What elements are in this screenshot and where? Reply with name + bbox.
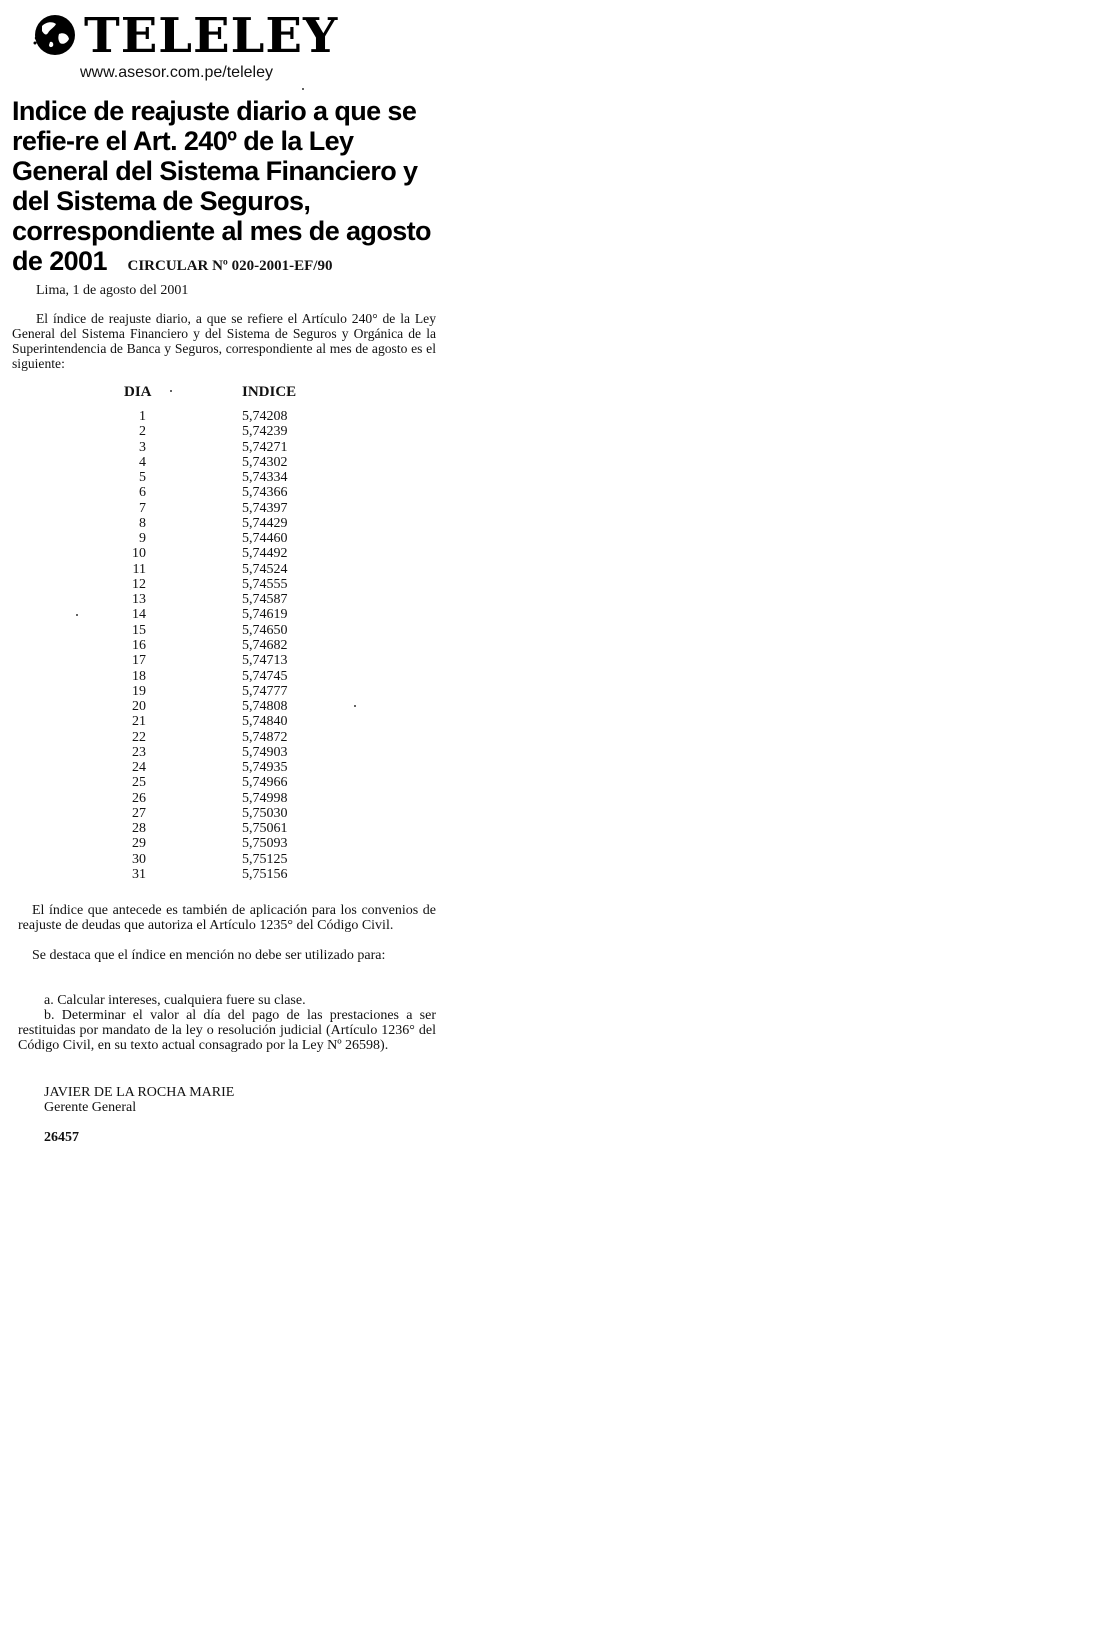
table-row [100,592,340,607]
day-cell: 14 [132,607,146,623]
index-value-cell: 5,74903 [242,744,288,760]
list-item-a: a. Calcular intereses, cualquiera fuere su clase. [44,993,306,1008]
index-value-cell: 5,74334 [242,470,288,486]
day-cell: 1 [139,409,146,424]
table-row [100,409,340,424]
index-value-cell: 5,74239 [242,424,288,440]
table-row [100,424,340,439]
index-value-cell: 5,75156 [242,866,288,882]
day-cell: 20 [132,699,146,715]
table-row [100,806,340,821]
day-cell: 25 [132,775,146,791]
table-row [100,684,340,699]
index-value-cell: 5,74208 [242,409,288,424]
table-row [100,638,340,653]
index-value-cell: 5,74777 [242,683,288,699]
globe-logo-icon [32,12,78,58]
day-cell: 5 [139,470,146,486]
day-cell: 2 [139,424,146,440]
index-value-cell: 5,74650 [242,622,288,638]
table-row [100,562,340,577]
index-value-cell: 5,74492 [242,546,288,562]
table-row [100,577,340,592]
day-cell: 26 [132,790,146,806]
day-cell: 23 [132,744,146,760]
site-url: www.asesor.com.pe/teleley [80,64,273,81]
index-value-cell: 5,74587 [242,592,288,608]
index-value-cell: 5,75093 [242,836,288,852]
table-row [100,821,340,836]
day-cell: 27 [132,805,146,821]
table-row [100,546,340,561]
article-headline: Indice de reajuste diario a que se refie-re el Art. 240º de la Ley General del Sistema Financiero y del Sistema de Seguros, correspondiente al mes de agosto de 2001 [12,96,431,276]
index-value-cell: 5,74745 [242,668,288,684]
table-row [100,485,340,500]
index-value-cell: 5,74713 [242,653,288,669]
table-row [100,791,340,806]
day-cell: 3 [139,439,146,455]
table-row [100,760,340,775]
paragraph-aplicacion: El índice que antecede es también de aplicación para los convenios de reajuste de deudas que autoriza el Artículo 1235° del Código Civil. [18,903,436,934]
day-cell: 19 [132,683,146,699]
table-row [100,501,340,516]
index-value-cell: 5,74397 [242,500,288,516]
day-cell: 24 [132,760,146,776]
table-row [100,531,340,546]
day-cell: 8 [139,515,146,531]
intro-paragraph: El índice de reajuste diario, a que se refiere el Artículo 240° de la Ley General del Sistema Financiero y del Sistema de Seguros y Orgánica de la Superintendencia de Banca y Seguros, correspondiente al mes de agosto es el siguiente: [12,311,436,371]
dateline: Lima, 1 de agosto del 2001 [36,283,189,298]
day-cell: 22 [132,729,146,745]
table-row [100,669,340,684]
table-header-dia: DIA [124,384,152,400]
day-cell: 31 [132,866,146,882]
day-cell: 29 [132,836,146,852]
day-cell: 28 [132,821,146,837]
masthead [24,6,354,84]
index-value-cell: 5,74429 [242,515,288,531]
scan-speck [354,705,356,707]
index-value-cell: 5,75030 [242,805,288,821]
signer-name: JAVIER DE LA ROCHA MARIE [44,1085,235,1100]
day-cell: 12 [132,576,146,592]
index-value-cell: 5,74840 [242,714,288,730]
day-cell: 15 [132,622,146,638]
index-value-cell: 5,74302 [242,454,288,470]
table-row [100,699,340,714]
table-row [100,745,340,760]
table-row [100,607,340,622]
day-cell: 21 [132,714,146,730]
paragraph-destaca: Se destaca que el índice en mención no debe ser utilizado para: [32,948,386,963]
table-row [100,516,340,531]
day-cell: 6 [139,485,146,501]
table-row [100,623,340,638]
day-cell: 10 [132,546,146,562]
table-header-indice: INDICE [242,384,297,400]
table-row [100,440,340,455]
table-row [100,714,340,729]
table-row [100,730,340,745]
index-value-cell: 5,74524 [242,561,288,577]
scan-speck [76,614,78,616]
day-cell: 16 [132,637,146,653]
index-value-cell: 5,74966 [242,775,288,791]
index-value-cell: 5,75061 [242,821,288,837]
table-row [100,455,340,470]
signer-title: Gerente General [44,1100,137,1115]
index-value-cell: 5,74872 [242,729,288,745]
index-value-cell: 5,74271 [242,439,288,455]
index-value-cell: 5,74366 [242,485,288,501]
index-value-cell: 5,74555 [242,576,288,592]
table-row [100,836,340,851]
table-row [100,775,340,790]
scan-speck [170,390,172,392]
scan-speck [302,88,304,90]
index-value-cell: 5,74998 [242,790,288,806]
index-value-cell: 5,74935 [242,760,288,776]
day-cell: 4 [139,454,146,470]
document-code: 26457 [44,1130,79,1145]
list-item-b: b. Determinar el valor al día del pago de las prestaciones a ser restituidas por mandato de la ley o resolución judicial (Artículo 1236° del Código Civil, en su texto actual consagrado por la Ley Nº 26598). [18,1008,436,1054]
table-row [100,852,340,867]
table-row [100,867,340,882]
day-cell: 18 [132,668,146,684]
brand-name: TELELEY [84,8,339,64]
index-value-cell: 5,75125 [242,851,288,867]
day-cell: 17 [132,653,146,669]
day-cell: 9 [139,531,146,547]
day-cell: 13 [132,592,146,608]
table-row [100,653,340,668]
day-cell: 30 [132,851,146,867]
index-value-cell: 5,74808 [242,699,288,715]
table-row [100,470,340,485]
day-cell: 7 [139,500,146,516]
index-table [100,409,340,882]
index-value-cell: 5,74460 [242,531,288,547]
index-value-cell: 5,74682 [242,637,288,653]
index-value-cell: 5,74619 [242,607,288,623]
day-cell: 11 [132,561,146,577]
circular-number: CIRCULAR Nº 020-2001-EF/90 [127,258,333,274]
